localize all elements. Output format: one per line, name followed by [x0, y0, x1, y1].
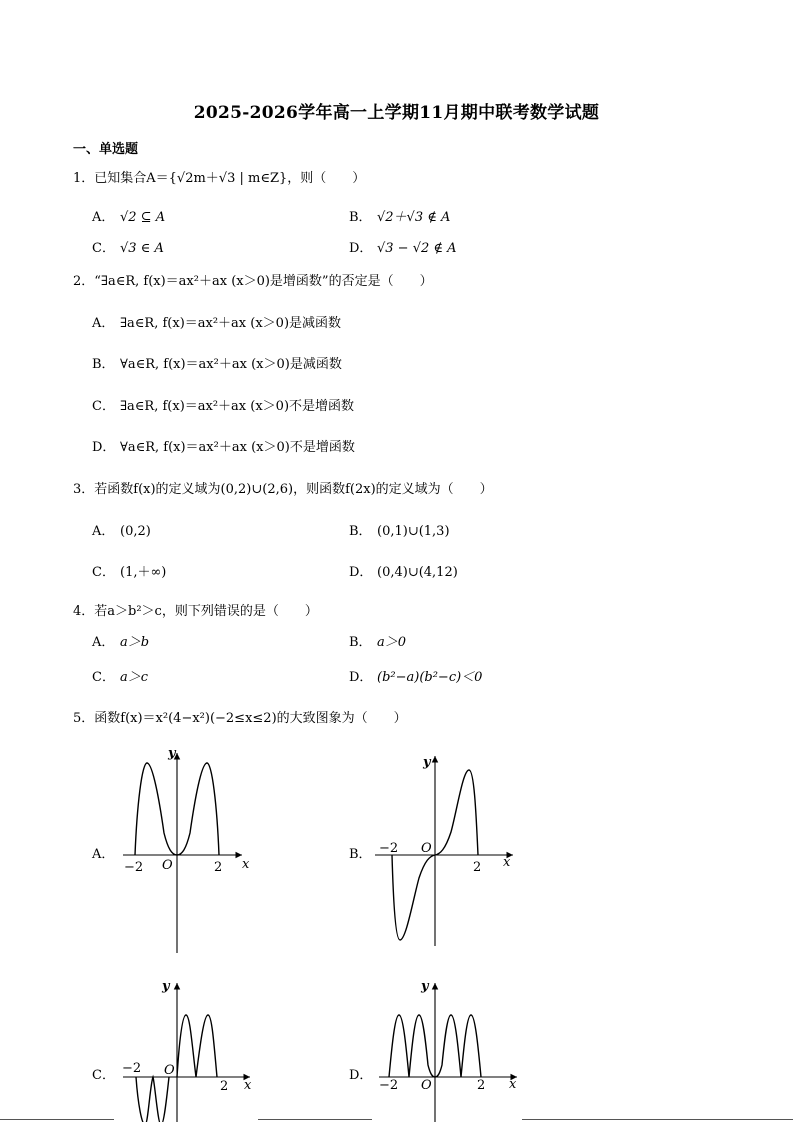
- question-5-stem: 5．函数f(x)＝x²(4−x²)(−2≤x≤2)的大致图象为（ ）: [73, 711, 407, 726]
- option-text: (1,＋∞): [120, 565, 167, 580]
- neg2-label: −2: [379, 1078, 399, 1093]
- origin-label: O: [421, 841, 432, 856]
- footer-divider-middle: [258, 1119, 372, 1120]
- pos2-label: 2: [473, 860, 482, 875]
- option-text: a＞0: [377, 635, 407, 650]
- q4-option-a[interactable]: [92, 631, 149, 650]
- option-text: √3 ∈ A: [120, 241, 164, 256]
- y-label: y: [162, 979, 170, 994]
- q5-option-d-label[interactable]: D．: [349, 1068, 373, 1083]
- option-label: D．: [349, 565, 373, 580]
- question-1-stem: 1．已知集合A＝{√2m＋√3 | m∈Z}，则（ ）: [73, 171, 366, 186]
- y-label: y: [423, 755, 431, 770]
- y-label: y: [421, 979, 429, 994]
- graph-b[interactable]: [375, 750, 520, 950]
- x-label: x: [509, 1077, 517, 1092]
- q2-option-d[interactable]: [92, 436, 355, 455]
- footer-divider-left: [0, 1119, 114, 1120]
- q3-option-d[interactable]: [349, 561, 458, 580]
- q4-option-d[interactable]: [349, 666, 482, 685]
- neg2-label: −2: [122, 1061, 142, 1076]
- q2-option-b[interactable]: [92, 353, 342, 372]
- x-label: x: [242, 857, 250, 872]
- q3-option-c[interactable]: [92, 561, 166, 580]
- footer-divider-right: [522, 1119, 793, 1120]
- question-4-stem: 4．若a＞b²＞c，则下列错误的是（ ）: [73, 604, 318, 619]
- option-text: √2＋√3 ∉ A: [377, 210, 451, 225]
- q3-option-a[interactable]: [92, 520, 151, 539]
- option-label: A．: [92, 210, 115, 225]
- q1-option-d[interactable]: [349, 237, 457, 256]
- option-text: √3 − √2 ∉ A: [377, 241, 457, 256]
- option-label: C．: [92, 241, 115, 256]
- option-label: C．: [92, 399, 115, 414]
- q5-option-c-label[interactable]: C．: [92, 1068, 115, 1083]
- graph-d[interactable]: [375, 975, 525, 1122]
- graph-a[interactable]: [118, 745, 258, 955]
- option-text: (0,4)∪(4,12): [377, 565, 458, 580]
- option-label: B．: [92, 357, 115, 372]
- q2-option-a[interactable]: [92, 312, 341, 331]
- q5-option-b-label[interactable]: B．: [349, 847, 372, 862]
- origin-label: O: [162, 858, 173, 873]
- q4-option-c[interactable]: [92, 666, 148, 685]
- section-heading: 一、单选题: [73, 142, 139, 157]
- y-label: y: [168, 746, 176, 761]
- x-label: x: [244, 1078, 252, 1093]
- option-label: B．: [349, 524, 372, 539]
- option-label: B．: [349, 210, 372, 225]
- option-text: a＞c: [120, 670, 149, 685]
- option-label: A．: [92, 316, 115, 331]
- option-text: √2 ⊆ A: [120, 210, 166, 225]
- neg2-label: −2: [124, 860, 144, 875]
- q1-option-c[interactable]: [92, 237, 164, 256]
- q3-option-b[interactable]: [349, 520, 450, 539]
- pos2-label: 2: [220, 1079, 229, 1094]
- pos2-label: 2: [214, 860, 223, 875]
- neg2-label: −2: [379, 841, 399, 856]
- x-label: x: [503, 855, 511, 870]
- option-label: D．: [349, 241, 373, 256]
- option-label: C．: [92, 565, 115, 580]
- q5-option-a-label[interactable]: A．: [92, 847, 115, 862]
- question-2-stem: 2．“∃a∈R, f(x)＝ax²＋ax (x＞0)是增函数”的否定是（ ）: [73, 274, 433, 289]
- q1-option-a[interactable]: [92, 206, 165, 225]
- pos2-label: 2: [477, 1078, 486, 1093]
- origin-label: O: [421, 1078, 432, 1093]
- option-text: ∀a∈R, f(x)＝ax²＋ax (x＞0)不是增函数: [120, 440, 355, 455]
- origin-label: O: [164, 1063, 175, 1078]
- option-label: D．: [349, 670, 373, 685]
- q2-option-c[interactable]: [92, 395, 354, 414]
- option-text: ∀a∈R, f(x)＝ax²＋ax (x＞0)是减函数: [120, 357, 342, 372]
- option-text: ∃a∈R, f(x)＝ax²＋ax (x＞0)不是增函数: [120, 399, 355, 414]
- option-text: (b²−a)(b²−c)＜0: [377, 670, 483, 685]
- option-text: (0,2): [120, 524, 151, 539]
- question-3-stem: 3．若函数f(x)的定义域为(0,2)∪(2,6)，则函数f(2x)的定义域为（ ）: [73, 482, 493, 497]
- option-label: A．: [92, 524, 115, 539]
- q1-option-b[interactable]: [349, 206, 450, 225]
- option-label: B．: [349, 635, 372, 650]
- option-label: C．: [92, 670, 115, 685]
- option-text: ∃a∈R, f(x)＝ax²＋ax (x＞0)是减函数: [120, 316, 342, 331]
- page-title: 2025-2026学年高一上学期11月期中联考数学试题: [193, 103, 600, 123]
- option-text: a＞b: [120, 635, 150, 650]
- option-label: A．: [92, 635, 115, 650]
- q4-option-b[interactable]: [349, 631, 406, 650]
- option-text: (0,1)∪(1,3): [377, 524, 450, 539]
- option-label: D．: [92, 440, 116, 455]
- graph-c[interactable]: [118, 975, 258, 1122]
